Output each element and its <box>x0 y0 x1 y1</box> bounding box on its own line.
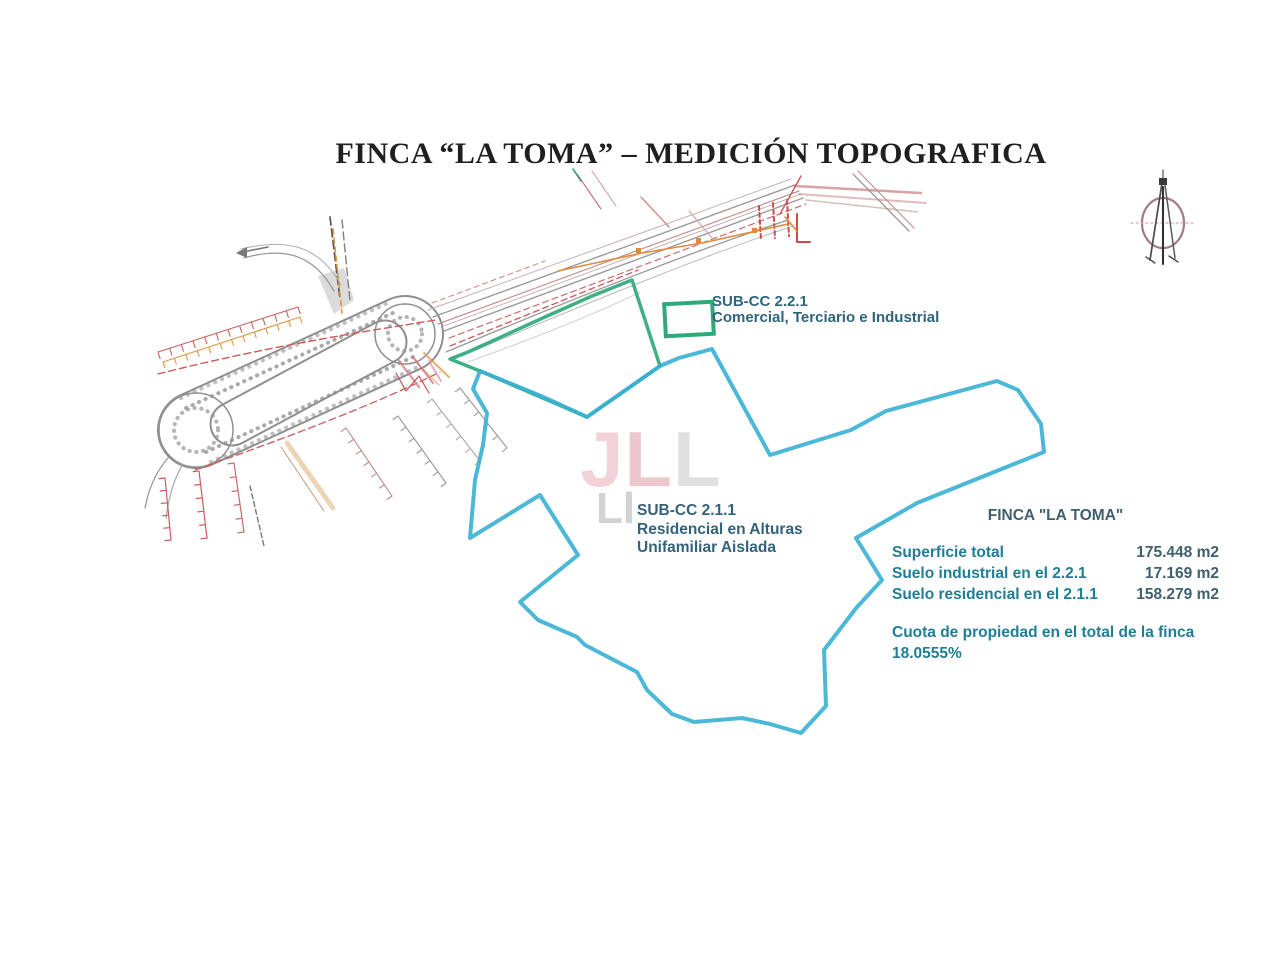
industrial-legend <box>712 294 939 326</box>
watermark-letter: J <box>580 415 625 503</box>
industrial-legend-label: Comercial, Terciario e Industrial <box>712 309 940 326</box>
pink-stroke-4 <box>689 211 713 239</box>
residential-label-code: SUB-CC 2.1.1 <box>637 502 737 519</box>
summary-row-label: Suelo industrial en el 2.2.1 <box>892 565 1087 582</box>
comb-mid-1 <box>341 428 392 499</box>
red-dash-east <box>450 270 638 346</box>
summary-heading: FINCA "LA TOMA" <box>987 507 1124 524</box>
measurement-summary <box>892 507 1219 664</box>
summary-row <box>892 563 1219 584</box>
compass-foot-right <box>1169 256 1178 262</box>
orange-node-1 <box>636 248 641 253</box>
ownership-share-label: Cuota de propiedad en el total de la finca <box>892 624 1195 641</box>
comb-sw-red-2 <box>193 471 207 539</box>
residential-label-line2: Unifamiliar Aislada <box>637 539 776 556</box>
highway-cluster-1 <box>795 186 921 193</box>
road-southwest-1 <box>145 458 168 508</box>
side-road-pair-1 <box>853 174 909 231</box>
red-mark-post <box>797 214 810 242</box>
page-title: FINCA “LA TOMA” – MEDICIÓN TOPOGRAFICA <box>335 137 1047 170</box>
watermark-letter: L <box>673 415 722 503</box>
lower-road-3 <box>468 292 640 362</box>
industrial-legend-code: SUB-CC 2.2.1 <box>712 293 808 310</box>
tan-band <box>287 443 333 508</box>
compass-knob <box>1159 178 1167 185</box>
gray-dash-sw <box>250 486 264 546</box>
comb-sw-red-3 <box>228 463 244 533</box>
summary-row-label: Suelo residencial en el 2.1.1 <box>892 586 1098 603</box>
summary-row-value: 17.169 m2 <box>1144 565 1219 582</box>
comb-mid-4 <box>455 388 507 452</box>
orange-node-2 <box>696 238 701 243</box>
industrial-legend-swatch <box>662 300 716 339</box>
orange-node-3 <box>752 228 757 233</box>
comb-sw-red-1 <box>159 478 171 541</box>
summary-row <box>892 584 1219 605</box>
residential-label-line1: Residencial en Alturas <box>637 520 803 538</box>
summary-row <box>892 542 1219 563</box>
industrial-parcel-outline <box>450 280 660 417</box>
summary-row-label: Superficie total <box>892 544 1004 561</box>
comb-mid-3 <box>427 399 480 465</box>
watermark-letter: L <box>624 415 674 503</box>
watermark-subtext: Ll <box>596 484 636 533</box>
ownership-share-value: 18.0555% <box>892 645 962 662</box>
comb-mid-2 <box>393 416 446 487</box>
tan-band-edge <box>281 447 324 511</box>
summary-row-value: 158.279 m2 <box>1136 586 1219 603</box>
red-stake-3 <box>787 200 789 236</box>
ownership-share <box>892 622 1219 664</box>
summary-row-value: 175.448 m2 <box>1136 544 1219 561</box>
residential-parcel-label <box>637 502 803 558</box>
red-stake-1 <box>759 206 761 240</box>
pink-stroke-3 <box>641 197 669 227</box>
